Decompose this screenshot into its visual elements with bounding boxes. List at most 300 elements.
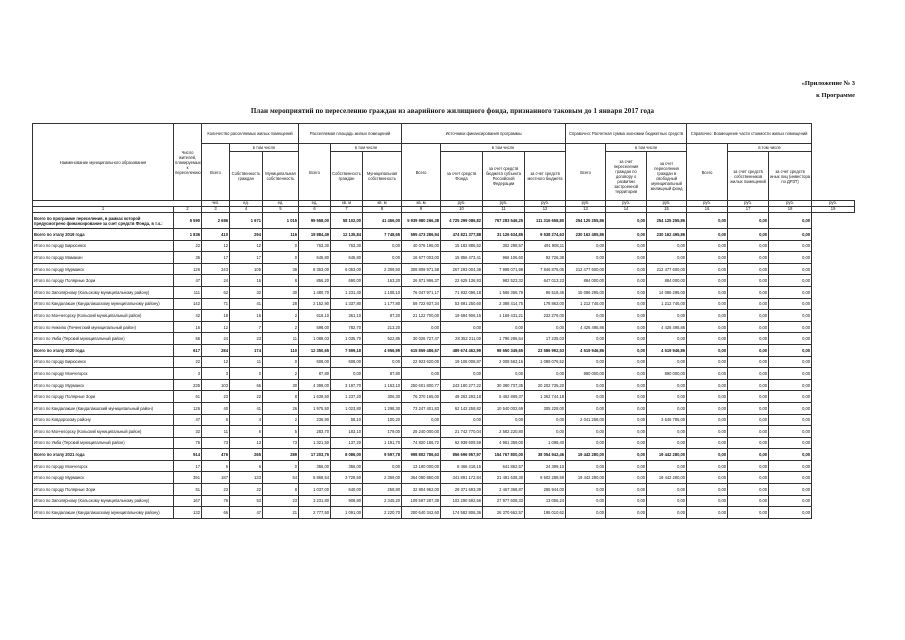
row-value: 243 180 277,22 bbox=[441, 379, 483, 391]
row-value: 76 bbox=[174, 437, 202, 449]
row-value: 0,00 bbox=[647, 379, 687, 391]
row-value: 35 bbox=[174, 252, 202, 264]
header-fin-region: за счет средств бюджета субъекта Российской Федерации bbox=[483, 152, 525, 201]
row-value: 0,00 bbox=[647, 391, 687, 403]
row-value: 0,00 bbox=[606, 344, 647, 356]
row-value: 1 108,10 bbox=[363, 286, 402, 298]
row-value: 5 462 869,37 bbox=[483, 391, 525, 403]
row-value: 0,00 bbox=[566, 391, 606, 403]
row-value: 31 126 634,85 bbox=[483, 229, 525, 241]
row-value: 76 bbox=[202, 495, 230, 507]
row-name: Итого по Ковдорскому району bbox=[33, 414, 174, 426]
unit-cell: руб. bbox=[483, 201, 525, 207]
column-number-cell: 6 bbox=[299, 207, 331, 213]
row-value: 32 804 952,00 bbox=[402, 484, 441, 496]
row-value: 0,00 bbox=[566, 240, 606, 252]
column-number-cell: 14 bbox=[606, 207, 647, 213]
row-value: 6 053,00 bbox=[331, 263, 363, 275]
row-value: 0,00 bbox=[687, 460, 728, 472]
row-value: 0,00 bbox=[402, 321, 441, 333]
row-value: 0,00 bbox=[728, 449, 769, 461]
row-value: 0,00 bbox=[687, 229, 728, 241]
table-row bbox=[33, 484, 855, 496]
header-rooms-group: Количество расселяемых жилых помещений bbox=[202, 124, 299, 144]
row-value: 0,00 bbox=[525, 321, 566, 333]
row-value: 5 bbox=[263, 426, 299, 438]
header-fin-incl: в том числе bbox=[441, 144, 566, 152]
row-value: 19 442 280,00 bbox=[647, 449, 687, 461]
row-name: Итого по городу Мончегорск bbox=[33, 368, 174, 380]
row-value: 0,00 bbox=[769, 379, 812, 391]
row-value: 283,70 bbox=[299, 426, 331, 438]
row-value: 174 582 806,36 bbox=[441, 507, 483, 519]
row-value: 0,00 bbox=[687, 391, 728, 403]
row-value: 0,00 bbox=[687, 356, 728, 368]
row-value: 0,00 bbox=[728, 472, 769, 484]
header-rooms-incl: в том числе bbox=[230, 144, 299, 152]
row-value: 110 bbox=[263, 344, 299, 356]
row-value: 0,00 bbox=[606, 321, 647, 333]
row-value: 0,00 bbox=[728, 495, 769, 507]
row-value: 22 bbox=[174, 356, 202, 368]
row-value: 0,00 bbox=[728, 368, 769, 380]
row-value: 0,00 bbox=[687, 507, 728, 519]
row-value: 0 bbox=[230, 368, 263, 380]
row-name: Итого по Умба (Терский муниципальный район) bbox=[33, 437, 174, 449]
column-number-cell: 2 bbox=[174, 207, 202, 213]
row-value: 0,00 bbox=[606, 460, 647, 472]
row-value: 4 725 299 086,82 bbox=[441, 213, 483, 229]
row-value: 0,00 bbox=[687, 402, 728, 414]
row-value: 0,00 bbox=[606, 484, 647, 496]
row-value: 0,00 bbox=[566, 495, 606, 507]
row-value: 250 601 800,77 bbox=[402, 379, 441, 391]
row-value: 308 809 971,58 bbox=[402, 263, 441, 275]
unit-cell: руб. bbox=[606, 201, 647, 207]
row-value: 0,00 bbox=[769, 213, 812, 229]
table-row bbox=[33, 460, 855, 472]
row-value: 20 202 735,20 bbox=[525, 379, 566, 391]
column-number-cell: 19 bbox=[812, 207, 855, 213]
row-value: 76 047 971,17 bbox=[402, 286, 441, 298]
row-value: 0,00 bbox=[769, 321, 812, 333]
row-value: 1 639,50 bbox=[299, 391, 331, 403]
row-value: 0,00 bbox=[687, 263, 728, 275]
row-value: 11 bbox=[230, 356, 263, 368]
column-number-cell: 1 bbox=[33, 207, 174, 213]
row-value: 364 080 860,00 bbox=[402, 472, 441, 484]
row-value: 48 262 293,18 bbox=[441, 391, 483, 403]
row-value: 58 102,00 bbox=[331, 213, 363, 229]
row-value: 7 846 875,05 bbox=[525, 263, 566, 275]
row-value: 23 bbox=[230, 333, 263, 345]
row-value: 1 480,70 bbox=[299, 286, 331, 298]
annex-line-1: «Приложение № 3 bbox=[801, 80, 855, 87]
row-name: Итого по Кандалакше (Кандалакшскому муниципальному району) bbox=[33, 298, 174, 310]
row-value: 0,00 bbox=[769, 449, 812, 461]
row-value: 9 502 288,59 bbox=[525, 472, 566, 484]
row-value: 0,00 bbox=[606, 472, 647, 484]
row-value: 0,00 bbox=[687, 495, 728, 507]
row-value: 0,00 bbox=[728, 402, 769, 414]
unit-cell: кв. м bbox=[331, 201, 363, 207]
row-value: 0,00 bbox=[769, 240, 812, 252]
row-value: 23 586 992,53 bbox=[525, 344, 566, 356]
row-value: 2 152,90 bbox=[299, 298, 331, 310]
table-row bbox=[33, 426, 855, 438]
row-value: 2 345,20 bbox=[363, 495, 402, 507]
row-value: 17 bbox=[174, 460, 202, 472]
row-value: 0,00 bbox=[647, 426, 687, 438]
row-value: 0,00 bbox=[606, 368, 647, 380]
row-value: 0,00 bbox=[687, 344, 728, 356]
row-value: 0,00 bbox=[769, 460, 812, 472]
row-value: 55 bbox=[174, 333, 202, 345]
table-row bbox=[33, 263, 855, 275]
column-number-cell: 16 bbox=[687, 207, 728, 213]
row-value: 0,00 bbox=[647, 495, 687, 507]
row-value: 474 821 377,88 bbox=[441, 229, 483, 241]
row-value: 24 bbox=[202, 333, 230, 345]
annex-label bbox=[802, 78, 855, 102]
row-value: 0,00 bbox=[566, 460, 606, 472]
row-value: 0,00 bbox=[566, 252, 606, 264]
row-value: 7 bbox=[230, 321, 263, 333]
row-value: 0,00 bbox=[606, 298, 647, 310]
row-value: 0,00 bbox=[728, 229, 769, 241]
row-value: 24 399,10 bbox=[525, 460, 566, 472]
row-value: 22 625 136,93 bbox=[441, 275, 483, 287]
row-value: 62 bbox=[202, 286, 230, 298]
header-pay-total: Всего bbox=[687, 144, 728, 201]
row-value: 0,00 bbox=[647, 333, 687, 345]
row-value: 0,00 bbox=[647, 507, 687, 519]
row-value: 0,00 bbox=[606, 391, 647, 403]
row-value: 0,00 bbox=[606, 437, 647, 449]
row-value: 2 309,50 bbox=[363, 263, 402, 275]
row-value: 64 bbox=[263, 472, 299, 484]
row-value: 28 352 211,00 bbox=[441, 333, 483, 345]
row-value: 0,00 bbox=[483, 414, 525, 426]
row-value: 98 650 349,65 bbox=[483, 344, 525, 356]
row-value: 0,00 bbox=[606, 213, 647, 229]
row-value: 21 122 700,00 bbox=[402, 310, 441, 322]
column-number-cell: 18 bbox=[769, 207, 812, 213]
row-value: 32 bbox=[174, 426, 202, 438]
row-value: 71 bbox=[202, 298, 230, 310]
row-name: Всего по этапу 2021 года bbox=[33, 449, 174, 461]
row-value: 608,00 bbox=[299, 356, 331, 368]
row-value: 12 bbox=[202, 356, 230, 368]
row-value: 0 bbox=[263, 240, 299, 252]
row-value: 1 231,40 bbox=[331, 286, 363, 298]
row-value: 0,00 bbox=[687, 379, 728, 391]
row-value: 0,00 bbox=[441, 321, 483, 333]
row-value: 0,00 bbox=[687, 286, 728, 298]
row-value: 0 bbox=[263, 356, 299, 368]
table-row bbox=[33, 286, 855, 298]
row-value: 641 862,57 bbox=[483, 460, 525, 472]
row-value: 608,00 bbox=[331, 356, 363, 368]
row-value: 0,00 bbox=[647, 437, 687, 449]
row-value: 163,20 bbox=[363, 275, 402, 287]
row-value: 598,00 bbox=[299, 321, 331, 333]
unit-cell: руб. bbox=[728, 201, 769, 207]
column-number-cell: 12 bbox=[525, 207, 566, 213]
row-value: 87,80 bbox=[299, 368, 331, 380]
unit-cell: руб. bbox=[441, 201, 483, 207]
row-value: 66 bbox=[202, 507, 230, 519]
row-value: 0,00 bbox=[606, 252, 647, 264]
row-value: 0,00 bbox=[566, 484, 606, 496]
row-value: 0,00 bbox=[606, 414, 647, 426]
row-value: 258,80 bbox=[363, 484, 402, 496]
row-value: 645,80 bbox=[331, 252, 363, 264]
row-value: 0,00 bbox=[402, 414, 441, 426]
row-value: 0,00 bbox=[441, 368, 483, 380]
row-value: 24 bbox=[202, 275, 230, 287]
table-row bbox=[33, 356, 855, 368]
row-value: 16 677 003,00 bbox=[402, 252, 441, 264]
row-value: 9 538 274,63 bbox=[525, 229, 566, 241]
row-value: 0,00 bbox=[687, 321, 728, 333]
column-number-cell: 17 bbox=[728, 207, 769, 213]
row-value: 17 bbox=[230, 252, 263, 264]
row-value: 391 bbox=[174, 472, 202, 484]
header-cost-b: за счет переселения граждан в свободный муниципальный жилищный фонд bbox=[647, 152, 687, 201]
row-value: 235 bbox=[174, 379, 202, 391]
row-value: 0,00 bbox=[363, 356, 402, 368]
row-value: 0,00 bbox=[728, 213, 769, 229]
row-value: 0,00 bbox=[606, 275, 647, 287]
row-value: 183,10 bbox=[331, 426, 363, 438]
row-value: 0,00 bbox=[363, 240, 402, 252]
row-value: 4 426 495,86 bbox=[566, 321, 606, 333]
row-value: 289 bbox=[263, 449, 299, 461]
row-value: 62 142 259,82 bbox=[441, 402, 483, 414]
row-value: 30 026 727,47 bbox=[402, 333, 441, 345]
row-value: 126 bbox=[174, 263, 202, 275]
table-row bbox=[33, 414, 855, 426]
row-value: 15 182 886,52 bbox=[441, 240, 483, 252]
row-value: 2 582 220,80 bbox=[483, 426, 525, 438]
row-value: 0 bbox=[263, 252, 299, 264]
row-value: 6 bbox=[230, 460, 263, 472]
grand-total-row bbox=[33, 213, 855, 229]
header-pay-b: за счет средств иных лиц (инвестора по ДРЗТ) bbox=[769, 152, 812, 201]
row-value: 1 566 356,79 bbox=[483, 286, 525, 298]
row-value: 12 bbox=[202, 240, 230, 252]
row-value: 17 235,03 bbox=[525, 333, 566, 345]
row-value: 22 bbox=[230, 391, 263, 403]
row-value: 0,00 bbox=[769, 298, 812, 310]
row-value: 73 bbox=[263, 437, 299, 449]
row-value: 617 bbox=[174, 344, 202, 356]
row-value: 230 162 495,86 bbox=[566, 229, 606, 241]
row-value: 0,00 bbox=[728, 379, 769, 391]
row-value: 0,00 bbox=[728, 507, 769, 519]
row-value: 640,00 bbox=[331, 484, 363, 496]
row-value: 0,00 bbox=[687, 333, 728, 345]
column-number-cell: 9 bbox=[402, 207, 441, 213]
row-value: 73 247 401,83 bbox=[402, 402, 441, 414]
row-value: 195 010,62 bbox=[525, 507, 566, 519]
row-value: 1 089 076,52 bbox=[525, 356, 566, 368]
row-value: 18 bbox=[202, 310, 230, 322]
row-value: 3 231,80 bbox=[299, 495, 331, 507]
row-value: 998 802 786,63 bbox=[402, 449, 441, 461]
row-value: 690,00 bbox=[331, 275, 363, 287]
row-value: 21 742 770,04 bbox=[441, 426, 483, 438]
row-value: 0,00 bbox=[687, 437, 728, 449]
row-value: 284 bbox=[202, 344, 230, 356]
column-number-cell: 4 bbox=[230, 207, 263, 213]
header-name: Наименование муниципального образования bbox=[33, 124, 174, 201]
row-value: 1 023,80 bbox=[331, 402, 363, 414]
row-value: 0,00 bbox=[728, 298, 769, 310]
row-value: 25 240 000,00 bbox=[402, 426, 441, 438]
row-value: 0,00 bbox=[647, 240, 687, 252]
row-value: 0,00 bbox=[728, 414, 769, 426]
table-row bbox=[33, 495, 855, 507]
row-value: 59 722 937,34 bbox=[402, 298, 441, 310]
row-value: 1 362 744,18 bbox=[525, 391, 566, 403]
row-value: 53 691 250,60 bbox=[441, 298, 483, 310]
row-value: 99 558,00 bbox=[299, 213, 331, 229]
row-value: 8 363,00 bbox=[299, 263, 331, 275]
row-value: 884 000,00 bbox=[566, 275, 606, 287]
row-value: 32 bbox=[230, 286, 263, 298]
row-value: 58,10 bbox=[331, 414, 363, 426]
row-value: 30 380 737,35 bbox=[483, 379, 525, 391]
row-value: 615 859 486,57 bbox=[402, 344, 441, 356]
unit-cell: руб. bbox=[566, 201, 606, 207]
row-value: 0,00 bbox=[769, 310, 812, 322]
row-value: 11 bbox=[202, 426, 230, 438]
row-value: 0 bbox=[263, 460, 299, 472]
row-value: 0,00 bbox=[769, 356, 812, 368]
row-value: 167 bbox=[174, 495, 202, 507]
row-value: 3 729,50 bbox=[331, 472, 363, 484]
row-value: 1 836 bbox=[174, 229, 202, 241]
row-value: 53 bbox=[230, 495, 263, 507]
row-name: Итого по Кандалакше (Кандалакшскому муниципальному району) bbox=[33, 507, 174, 519]
row-value: 0,00 bbox=[606, 356, 647, 368]
row-value: 61 bbox=[174, 391, 202, 403]
row-value: 0,00 bbox=[687, 449, 728, 461]
row-value: 0,00 bbox=[647, 252, 687, 264]
row-value: 126 bbox=[174, 402, 202, 414]
row-value: 8 bbox=[263, 275, 299, 287]
row-value: 30 bbox=[263, 286, 299, 298]
header-fin-fund: за счет средств Фонда bbox=[441, 152, 483, 201]
row-value: 0,00 bbox=[402, 368, 441, 380]
row-value: 2 bbox=[263, 321, 299, 333]
row-value: 0,00 bbox=[687, 414, 728, 426]
row-value: 0,00 bbox=[769, 344, 812, 356]
table-row bbox=[33, 368, 855, 380]
row-value: 767 283 546,25 bbox=[483, 213, 525, 229]
table-row bbox=[33, 275, 855, 287]
row-value: 116 bbox=[263, 229, 299, 241]
row-value: 1 237,20 bbox=[331, 391, 363, 403]
row-value: 2 bbox=[263, 310, 299, 322]
row-value: 100,20 bbox=[363, 414, 402, 426]
row-value: 4 399,00 bbox=[299, 379, 331, 391]
table-body bbox=[33, 213, 855, 519]
row-value: 13 180 000,00 bbox=[402, 460, 441, 472]
row-value: 4 519 946,86 bbox=[647, 344, 687, 356]
table-row bbox=[33, 379, 855, 391]
row-value: 111 316 658,80 bbox=[525, 213, 566, 229]
row-value: 0,00 bbox=[769, 368, 812, 380]
row-value: 0,00 bbox=[687, 275, 728, 287]
row-value: 133 bbox=[230, 472, 263, 484]
row-name: Итого по городу Мончегорск bbox=[33, 460, 174, 472]
row-value: 491 908,11 bbox=[525, 240, 566, 252]
column-number-cell: 15 bbox=[647, 207, 687, 213]
row-value: 0,00 bbox=[728, 437, 769, 449]
row-value: 522,85 bbox=[363, 333, 402, 345]
row-value: 0,00 bbox=[566, 437, 606, 449]
table-row bbox=[33, 252, 855, 264]
row-value: 0,00 bbox=[566, 356, 606, 368]
row-value: 73 bbox=[202, 437, 230, 449]
row-value: 19 442 280,00 bbox=[647, 472, 687, 484]
row-value: 5 590 bbox=[174, 213, 202, 229]
row-value: 0,00 bbox=[687, 240, 728, 252]
row-value: 87,80 bbox=[363, 368, 402, 380]
row-value: 763,30 bbox=[331, 240, 363, 252]
header-ref-payment: Справочно: Возмещение части стоимости жилых помещений bbox=[687, 124, 812, 144]
table-row bbox=[33, 321, 855, 333]
row-value: 361,10 bbox=[331, 310, 363, 322]
row-value: 0,00 bbox=[728, 344, 769, 356]
column-number-cell: 5 bbox=[263, 207, 299, 213]
row-value: 1 015 bbox=[263, 213, 299, 229]
row-value: 0,00 bbox=[525, 414, 566, 426]
row-value: 1 298,30 bbox=[363, 402, 402, 414]
row-value: 142 bbox=[174, 298, 202, 310]
row-value: 5 939 980 266,38 bbox=[402, 213, 441, 229]
row-value: 4 426 495,86 bbox=[647, 321, 687, 333]
row-value: 1 088,03 bbox=[299, 333, 331, 345]
row-value: 0,00 bbox=[606, 240, 647, 252]
row-value: 7 748,65 bbox=[363, 229, 402, 241]
row-value: 12 350,65 bbox=[299, 344, 331, 356]
row-value: 0,00 bbox=[647, 402, 687, 414]
row-value: 8 bbox=[263, 484, 299, 496]
row-value: 0,00 bbox=[647, 310, 687, 322]
row-value: 2 041 258,00 bbox=[566, 414, 606, 426]
row-value: 908,80 bbox=[331, 495, 363, 507]
table-row bbox=[33, 391, 855, 403]
row-value: 11 bbox=[263, 333, 299, 345]
row-value: 74 820 186,72 bbox=[402, 437, 441, 449]
column-number-cell: 3 bbox=[202, 207, 230, 213]
row-value: 1 212 745,00 bbox=[647, 298, 687, 310]
row-value: 890 000,00 bbox=[647, 368, 687, 380]
row-value: 4 bbox=[230, 414, 263, 426]
row-value: 2 777,50 bbox=[299, 507, 331, 519]
row-value: 0,00 bbox=[566, 379, 606, 391]
header-finance-group: Источники финансирования программы bbox=[402, 124, 566, 144]
row-value: 76 370 165,00 bbox=[402, 391, 441, 403]
row-value: 1 212 745,00 bbox=[566, 298, 606, 310]
annex-line-2: к Программе bbox=[816, 92, 855, 99]
row-value: 1 091,00 bbox=[331, 507, 363, 519]
table-row bbox=[33, 507, 855, 519]
